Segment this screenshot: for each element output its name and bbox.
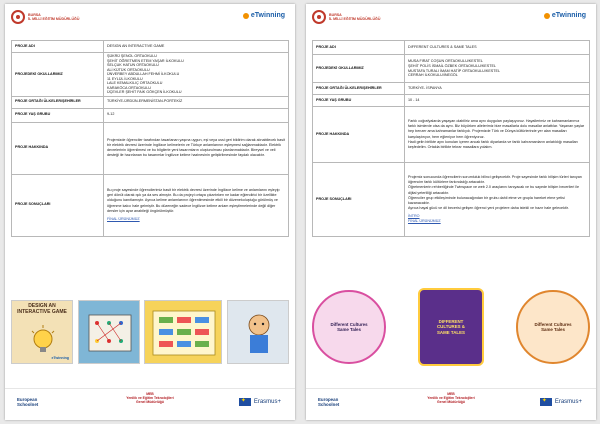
label-age-group: PROJE YAŞ GRUBU	[313, 95, 405, 107]
label-partners: PROJE ORTAĞI ÜLKELER/ŞEHİRLER	[12, 96, 104, 108]
eu-flag-icon	[239, 398, 251, 406]
poster-center: DIFFERENT CULTURES & SAME TALES	[418, 288, 484, 366]
meb-logo-line1: BURSA	[329, 12, 342, 17]
photo-word-game	[144, 300, 222, 364]
page-header	[11, 10, 289, 40]
row-about	[12, 122, 289, 174]
etwinning-mark-icon	[544, 13, 550, 19]
photo-student-design	[227, 300, 289, 364]
erasmus-logo: ✦ Erasmus+	[239, 398, 281, 406]
row-partners	[313, 83, 590, 95]
photo-circuit-board	[78, 300, 140, 364]
meb-logo-line2: İL MİLLİ EĞİTİM MÜDÜRLÜĞÜ	[28, 17, 80, 21]
label-results: PROJE SONUÇLARI	[313, 163, 405, 237]
label-project-name: PROJE ADI	[313, 41, 405, 55]
etwinning-logo	[544, 12, 586, 19]
value-results: Projemiz sonucunda öğrencilerin sorumluluk bilinci gelişecektir. Proje sayesinde farklı bilişim türleri tanıyan öğrencim farklı kültürlere farkındalığı artacaktır. Öğretmenlerin rehberliğinde Twinspace ve web 2.0 araçlarını tanıyacak ve bu sayede bilişim becerileri ile dijital yeterliliği artacaktır. Öğrenciler grup etkileşiminde bulunacağından bir grubu dahil etme ve grupla hareket etme yetisi kazanacaktır. Ayrıca hayal gücü ve dil becerisi gelişen öğrenci yeni projelere daha istekli ve hazır hale gelecektir. İNTRO FİNAL ÜRÜNÜMÜZ	[405, 163, 590, 237]
meb-footer-logo: MEB Yenilik ve Eğitim Teknolojileri Genel Müdürlüğü	[126, 392, 174, 405]
erasmus-logo: ✦ Erasmus+	[540, 398, 582, 406]
value-about: Projemizde öğrenciler tarafından tasarlanan yaşına uygun, eşi veya ussi geri bildirim olarak alınabilecek basit bir elektrik devresi üzerinde İngilizce kelimelerin ve Türkçe anlamlarının eşleşmesi sağlanmaktadır. Elektrik devrelerinin öğrenilmesi ve bu bilgilerle yeni tasarımların oluşturulması planlanmaktadır. Bireysel ve veli desteği ile hazırlanan bu tasarımlar İngilizce kelime hazinesinin geliştirilmesinde faydalı olacaktır.	[104, 122, 289, 174]
page-footer	[5, 388, 295, 416]
cartoon-figure-icon	[228, 301, 289, 364]
school-item: CERRAH İLKOKULU/İNEGÖL	[408, 73, 458, 78]
row-about	[313, 107, 590, 163]
value-schools	[104, 53, 289, 97]
row-project-name	[12, 41, 289, 53]
value-project-name: DESIGN AN INTERACTIVE GAME	[104, 41, 289, 53]
school-item: MUSTAFA TURALI İMAM HATİP ORTAOKULU/KESTEL	[408, 68, 500, 73]
eu-flag-icon	[540, 398, 552, 406]
row-schools	[313, 55, 590, 83]
etwinning-mark-icon	[243, 13, 249, 19]
meb-footer-logo: MEB Yenilik ve Eğitim Teknolojileri Genel Müdürlüğü	[427, 392, 475, 405]
school-item: KARAKÖCA ORTAOKULU	[107, 85, 151, 90]
poster-circle-right: Different Cultures Same Tales	[516, 290, 590, 364]
school-item: ALİ KÜTÜK ORTAOKULU	[107, 67, 150, 72]
label-age-group: PROJE YAŞ GRUBU	[12, 108, 104, 122]
value-age-group: 9-12	[104, 108, 289, 122]
intro-link[interactable]: İNTRO	[408, 213, 420, 218]
project-info-table	[312, 40, 590, 237]
document-page-2	[306, 4, 596, 420]
label-schools: PROJEDEKİ OKULLARIMIZ	[313, 55, 405, 83]
label-about: PROJE HAKKINDA	[12, 122, 104, 174]
etwinning-logo-text: eTwinning	[551, 12, 586, 19]
label-project-name: PROJE ADI	[12, 41, 104, 53]
meb-logo	[11, 10, 79, 24]
row-age-group	[313, 95, 590, 107]
etwinning-logo	[243, 12, 285, 19]
lightbulb-icon	[12, 301, 73, 364]
row-results	[313, 163, 590, 237]
european-schoolnet-logo: European Schoolnet	[318, 397, 340, 407]
value-partners: TÜRKİYE- İSPANYA	[405, 83, 590, 95]
word-cards-icon	[145, 301, 222, 364]
label-schools: PROJEDEKİ OKULLARIMIZ	[12, 53, 104, 97]
meb-emblem-icon	[312, 10, 326, 24]
page-footer	[306, 388, 596, 416]
photo-project-poster	[11, 300, 73, 364]
project-posters	[312, 286, 590, 368]
label-about: PROJE HAKKINDA	[313, 107, 405, 163]
school-item: SELÇUK HATUN ORTAOKULU	[107, 63, 159, 67]
etwinning-logo-text: eTwinning	[250, 12, 285, 19]
value-about: Farklı coğrafyalarda yaşayan olabiliriz ama aynı duyguları paylaşıyoruz. Hayallerimiz ve kahramanlarımız farklı isimlerde olsa da aynı. Biz büyürken ailelerimiz bize masallarla dolu masallar anlattılar. Yaşanan yaşlar hep benzer ama kahramanlar farklıydı. Projemizde Türk ve Dünya kültürlerinde yer alan masalları karşılaştırıyor, hem eğleniyor hem öğreniyoruz. Hadi gelin birlikte aynı konuları içeren ancak farklı diyarlarda ve farklı kahramanların anlatıldığı masalları keşfedelim. Ortakla birlikte tekrar masallara yolalım.	[405, 107, 590, 163]
european-schoolnet-logo: European Schoolnet	[17, 397, 39, 407]
meb-logo	[312, 10, 380, 24]
row-project-name	[313, 41, 590, 55]
school-item: LALE KEMALKILIÇ ORTAOKULU	[107, 81, 163, 85]
project-info-table	[11, 40, 289, 237]
poster-circle-left: Different Cultures Same Tales	[312, 290, 386, 364]
poster-title: DESIGN AN INTERACTIVE GAME	[17, 303, 67, 315]
row-results	[12, 174, 289, 236]
row-partners	[12, 96, 289, 108]
meb-logo-line1: BURSA	[28, 12, 41, 17]
row-age-group	[12, 108, 289, 122]
final-product-link[interactable]: FİNAL ÜRÜNÜMÜZ	[408, 218, 441, 223]
circuit-board-icon	[79, 301, 140, 364]
school-item: 11 EYLÜL İLKOKULU	[107, 76, 143, 81]
school-item: ÜNVERBEY ABDULLAH FEHMİ İLKOKULU	[107, 72, 180, 76]
school-item: ŞÜKRÜ ŞENOL ORTAOKULU	[107, 54, 157, 58]
school-item: ŞEHİT POLİS İSMAİL ÖZBEK ORTAOKULU/KESTEL	[408, 63, 496, 68]
school-item: ÜÇEVLER ŞEHİT FAİK GÖKÇEN İLKOKULU	[107, 90, 182, 94]
value-schools	[405, 55, 590, 83]
value-results: Bu proje sayesinde öğrencilerimiz basit bir elektrik devresi üzerinde İngilizce kelime ve anlamlarını eşleyip geri dönüt olarak ışık ya da ses almıştır. Bu da projeyi ortaya çıkartırken ne kadar eğlendirici bir özellikte olduğunu kanıtlamıştır. Ayrıca kelime anlamlarının öğrenilmesinde etkili bir düzenekoluştuğu görülmüş ve öğrenme kalıcı hale gelmiştir. Bu düzeneğin sadece İngilizce kelime anlam eşleştirmelerinde değil diğer dersler için ayar anabileği öngörülmüştür. FİNAL ÜRÜNÜMÜZ	[104, 174, 289, 236]
page-header	[312, 10, 590, 40]
value-age-group: 10 - 14	[405, 95, 590, 107]
meb-emblem-icon	[11, 10, 25, 24]
value-project-name: DIFFERENT CULTURES & SAME TALES	[405, 41, 590, 55]
meb-logo-line2: İL MİLLİ EĞİTİM MÜDÜRLÜĞÜ	[329, 17, 381, 21]
school-item: MUSA FIRAT COŞUN ORTAOKULU/KESTEL	[408, 59, 483, 64]
value-partners: TÜRKİYE-ÜRDÜN-ERMENİSTAN-PORTEKİZ	[104, 96, 289, 108]
school-item: ŞEHİT ÖĞRETMEN ETEM YAŞAR İLKOKULU	[107, 58, 184, 63]
final-product-link[interactable]: FİNAL ÜRÜNÜMÜZ	[107, 216, 140, 221]
row-schools	[12, 53, 289, 97]
label-results: PROJE SONUÇLARI	[12, 174, 104, 236]
label-partners: PROJE ORTAĞI ÜLKELER/ŞEHİRLER	[313, 83, 405, 95]
poster-etwinning-label: eTwinning	[51, 356, 69, 360]
project-photos	[11, 300, 289, 364]
document-page-1	[5, 4, 295, 420]
